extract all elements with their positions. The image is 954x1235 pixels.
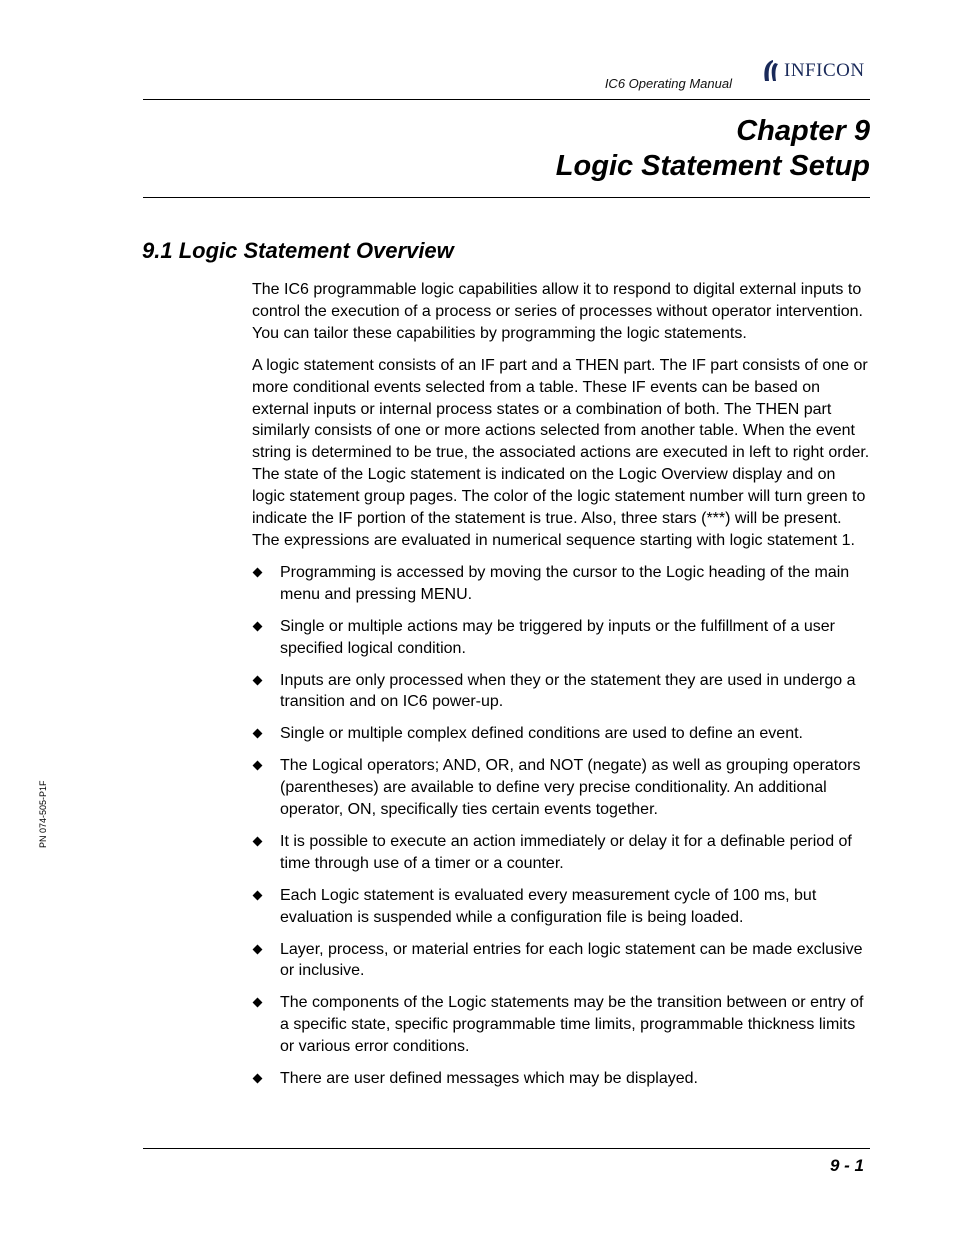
chapter-rule <box>143 197 870 198</box>
page-number: 9 - 1 <box>829 1156 864 1175</box>
list-item-text: Single or multiple complex defined conditions are used to define an event. <box>280 725 803 743</box>
list-item-text: Single or multiple actions may be triggered by inputs or the fulfillment of a user specified logical condition. <box>280 617 835 657</box>
inficon-logo-icon <box>760 59 782 83</box>
list-item <box>252 885 870 929</box>
list-item <box>252 831 870 875</box>
list-item-text: Each Logic statement is evaluated every measurement cycle of 100 ms, but evaluation is suspended while a configuration file is being loaded. <box>280 886 817 926</box>
list-item <box>252 939 870 983</box>
chapter-number: Chapter 9 <box>736 115 870 147</box>
bullet-list <box>252 562 870 1090</box>
diamond-bullet-icon <box>253 567 263 577</box>
paragraph: The IC6 programmable logic capabilities allow it to respond to digital external inputs to control the execution of a process or series of processes without operator intervention. You can tailor these capabilities by programming the logic statements. <box>252 281 863 342</box>
diamond-bullet-icon <box>253 729 263 739</box>
list-item <box>252 616 870 660</box>
diamond-bullet-icon <box>253 761 263 771</box>
diamond-bullet-icon <box>253 621 263 631</box>
chapter-title <box>556 114 870 184</box>
list-item <box>252 755 870 821</box>
list-item-text: Layer, process, or material entries for each logic statement can be made exclusive or inclusive. <box>280 940 863 980</box>
diamond-bullet-icon <box>253 998 263 1008</box>
list-item-text: Programming is accessed by moving the cursor to the Logic heading of the main menu and pressing MENU. <box>280 563 850 603</box>
diamond-bullet-icon <box>253 890 263 900</box>
list-item <box>252 992 870 1058</box>
diamond-bullet-icon <box>253 836 263 846</box>
paragraph: A logic statement consists of an IF part and a THEN part. The IF part consists of one or more conditional events selected from a table. These IF events can be based on external inputs or internal process states or a combination of both. The THEN part similarly consists of one or more actions selected from another table. When the event string is determined to be true, the associated actions are executed in left to right order. The state of the Logic statement is indicated on the Logic Overview display and on logic statement group pages. The color of the logic statement number will turn green to indicate the IF portion of the statement is true. Also, three stars (***) will be present. The expressions are evaluated in numerical sequence starting with logic statement 1. <box>252 356 870 549</box>
list-item-text: The Logical operators; AND, OR, and NOT (negate) as well as grouping operators (parentheses) are available to define very precise conditionality. An additional operator, ON, specifically ties certain events together. <box>280 757 861 819</box>
manual-title: IC6 Operating Manual <box>604 76 732 91</box>
section-body <box>252 279 870 1100</box>
list-item <box>252 562 870 606</box>
footer-rule <box>143 1148 870 1149</box>
list-item <box>252 723 870 745</box>
diamond-bullet-icon <box>253 944 263 954</box>
logo-text: INFICON <box>784 60 865 81</box>
chapter-name: Logic Statement Setup <box>555 150 870 182</box>
diamond-bullet-icon <box>253 1074 263 1084</box>
inficon-logo <box>760 58 865 84</box>
section-heading: 9.1 Logic Statement Overview <box>142 238 454 263</box>
part-number: PN 074-505-P1F <box>38 780 48 848</box>
list-item <box>252 670 870 714</box>
list-item-text: Inputs are only processed when they or the statement they are used in undergo a transition and on IC6 power-up. <box>280 671 856 711</box>
list-item <box>252 1068 870 1090</box>
header-rule <box>143 99 870 100</box>
list-item-text: The components of the Logic statements may be the transition between or entry of a specific state, specific programmable time limits, programmable thickness limits or various error conditions. <box>280 994 864 1056</box>
list-item-text: It is possible to execute an action immediately or delay it for a definable period of time through use of a timer or a counter. <box>280 832 852 872</box>
diamond-bullet-icon <box>253 675 263 685</box>
list-item-text: There are user defined messages which may be displayed. <box>280 1070 698 1088</box>
